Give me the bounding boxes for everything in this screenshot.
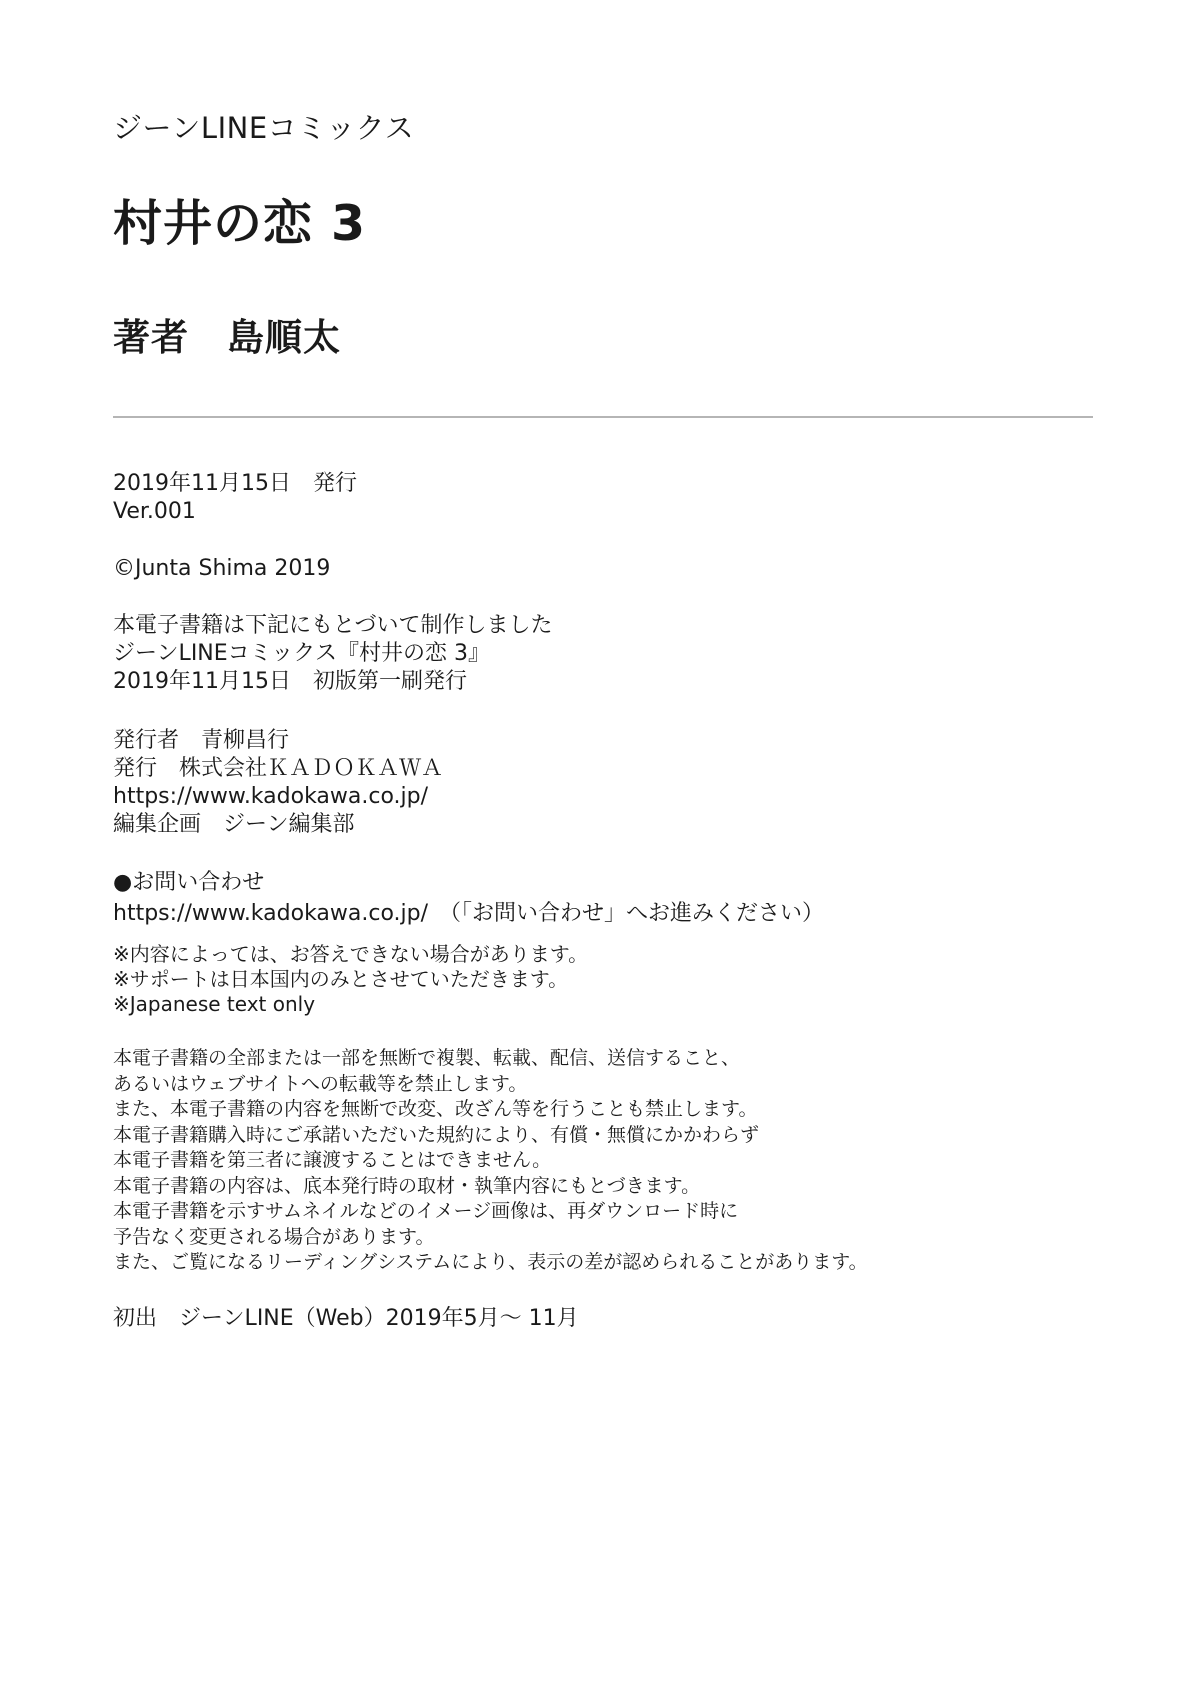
- author-line: 著者 島順太: [113, 316, 341, 359]
- version: Ver.001: [113, 499, 196, 524]
- legal-line: 本電子書籍を第三者に譲渡することはできません。: [113, 1149, 552, 1171]
- contact-notes: [113, 942, 588, 1017]
- legal-line: 本電子書籍の内容は、底本発行時の取材・執筆内容にもとづきます。: [113, 1174, 701, 1197]
- publisher-block: [113, 727, 443, 839]
- legal-line: また、ご覧になるリーディングシステムにより、表示の差が認められることがあります。: [113, 1251, 868, 1273]
- source-block: [113, 612, 553, 696]
- legal-line: 予告なく変更される場合があります。: [113, 1225, 435, 1248]
- publication-block: [113, 470, 357, 526]
- legal-notice: [113, 1046, 868, 1276]
- legal-line: また、本電子書籍の内容を無断で改変、改ざん等を行うことも禁止します。: [113, 1098, 758, 1120]
- legal-line: あるいはウェブサイトへの転載等を禁止します。: [113, 1072, 528, 1095]
- source-line-3: 2019年11月15日 初版第一刷発行: [113, 669, 467, 694]
- contact-heading: ●お問い合わせ: [113, 870, 265, 895]
- imprint-label: ジーンLINEコミックス: [113, 111, 415, 145]
- legal-line: 本電子書籍の全部または一部を無断で複製、転載、配信、送信すること、: [113, 1047, 741, 1069]
- contact-url: https://www.kadokawa.co.jp/ （「お問い合わせ」へお進みください）: [113, 901, 825, 926]
- legal-line: 本電子書籍を示すサムネイルなどのイメージ画像は、再ダウンロード時に: [113, 1200, 739, 1222]
- contact-block: [113, 869, 824, 928]
- editorial: 編集企画 ジーン編集部: [113, 812, 355, 837]
- divider: [113, 416, 1093, 418]
- contact-note-1: ※内容によっては、お答えできない場合があります。: [113, 942, 589, 966]
- copyright: ©Junta Shima 2019: [113, 556, 331, 581]
- copyright-block: [113, 555, 330, 583]
- publisher-url: https://www.kadokawa.co.jp/: [113, 784, 429, 809]
- issuer: 発行者 青柳昌行: [113, 728, 290, 753]
- contact-note-2: ※サポートは日本国内のみとさせていただきます。: [113, 967, 569, 991]
- legal-line: 本電子書籍購入時にご承諾いただいた規約により、有償・無償にかかわらず: [113, 1123, 760, 1146]
- first-published: 初出 ジーンLINE（Web）2019年5月～ 11月: [113, 1306, 579, 1331]
- contact-note-3: ※Japanese text only: [113, 992, 316, 1016]
- publication-date: 2019年11月15日 発行: [113, 471, 357, 496]
- source-line-2: ジーンLINEコミックス『村井の恋 3』: [113, 641, 490, 666]
- colophon-page: [113, 0, 1093, 1702]
- source-line-1: 本電子書籍は下記にもとづいて制作しました: [113, 613, 553, 638]
- publisher: 発行 株式会社ＫＡＤＯＫＡＷＡ: [113, 756, 444, 781]
- book-title: 村井の恋 3: [113, 195, 367, 252]
